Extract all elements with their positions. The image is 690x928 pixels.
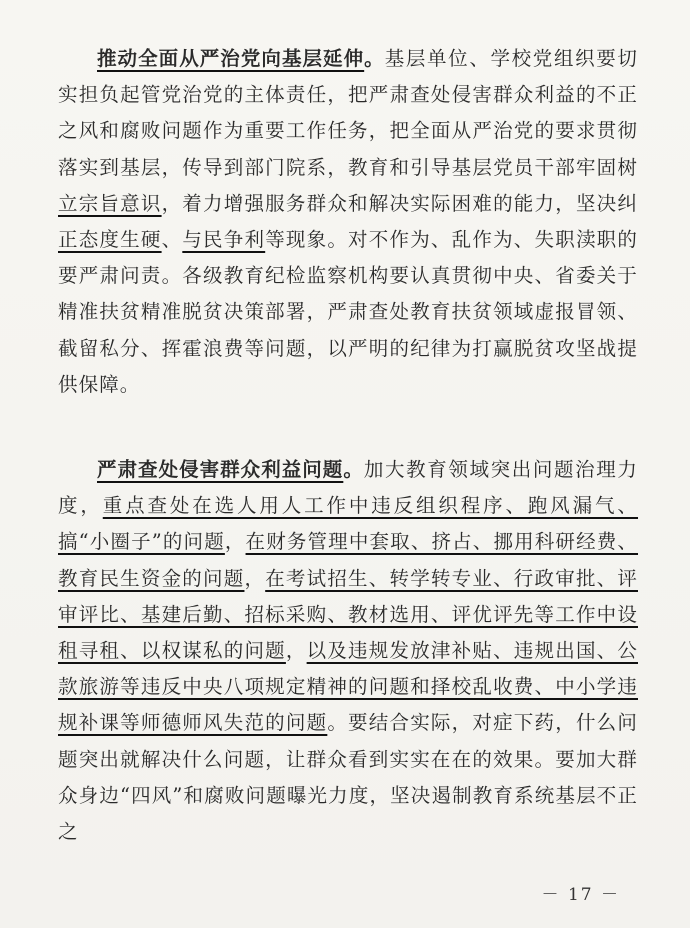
- p1-seg-3: 正态度生硬: [58, 228, 162, 252]
- p2-seg-5: 在考试招生、转学转专业、行政审批、评审评比、基建后勤、招标采购、教材选用、评优评先等工作中设租寻租、以权谋私的问题: [58, 566, 638, 663]
- paragraph-2: [58, 452, 638, 850]
- p1-seg-5: 与民争利: [182, 228, 266, 252]
- p2-seg-1: 重点查处在选人用人工作中违反组织程序、跑风漏气、搞“小圈子”的问题: [58, 494, 639, 554]
- p1-seg-4: 、: [161, 228, 183, 252]
- p2-seg-2: ，: [224, 530, 246, 554]
- paragraph-1: [58, 41, 638, 403]
- paragraph-1-heading-punct: 。: [364, 47, 385, 70]
- paragraph-2-heading-punct: 。: [343, 458, 364, 481]
- p1-seg-6: 等现象。对不作为、乱作为、失职渎职的要严肃问责。各级教育纪检监察机构要认真贯彻中央、省委关于精准扶贫精准脱贫决策部署，严肃查处教育扶贫领域虚报冒领、截留私分、挥霍浪费等问题，以严明的纪律为打赢脱贫攻坚战提供保障。: [58, 228, 638, 396]
- p2-seg-6: ，: [285, 639, 307, 663]
- p1-seg-2: ，着力增强服务群众和解决实际困难的能力，坚决纠: [161, 191, 638, 215]
- p2-seg-8: 。要结合实际，对症下药，什么问题突出就解决什么问题，让群众看到实实在在的效果。要加大群众身边“四风”和腐败问题曝光力度，坚决遏制教育系统基层不正之: [58, 711, 638, 844]
- paragraph-1-heading: 推动全面从严治党向基层延伸: [97, 47, 365, 70]
- paragraph-2-heading: 严肃查处侵害群众利益问题: [97, 458, 344, 481]
- p2-seg-7: 以及违规发放津补贴、违规出国、公款旅游等违反中央八项规定精神的问题和择校乱收费、中小学违规补课等师德师风失范的问题: [58, 639, 638, 735]
- p1-seg-0: 基层单位、学校党组织要切实担负起管党治党的主体责任，把严肃查处侵害群众利益的不正之风和腐败问题作为重要工作任务，把全面从严治党的要求贯彻落实到基层，传导到部门院系，教育和引导基层党员干部牢固树: [58, 47, 638, 179]
- page-number: － 17 －: [541, 885, 620, 905]
- p2-seg-0: 加大教育领域突出问题治理力度，: [58, 458, 638, 518]
- p1-seg-1: 立宗旨意识: [58, 191, 162, 215]
- p2-seg-3: 在财务管理中套取、挤占、挪用科研经费、教育民生资金的问题: [58, 530, 639, 590]
- p2-seg-4: ，: [244, 566, 266, 590]
